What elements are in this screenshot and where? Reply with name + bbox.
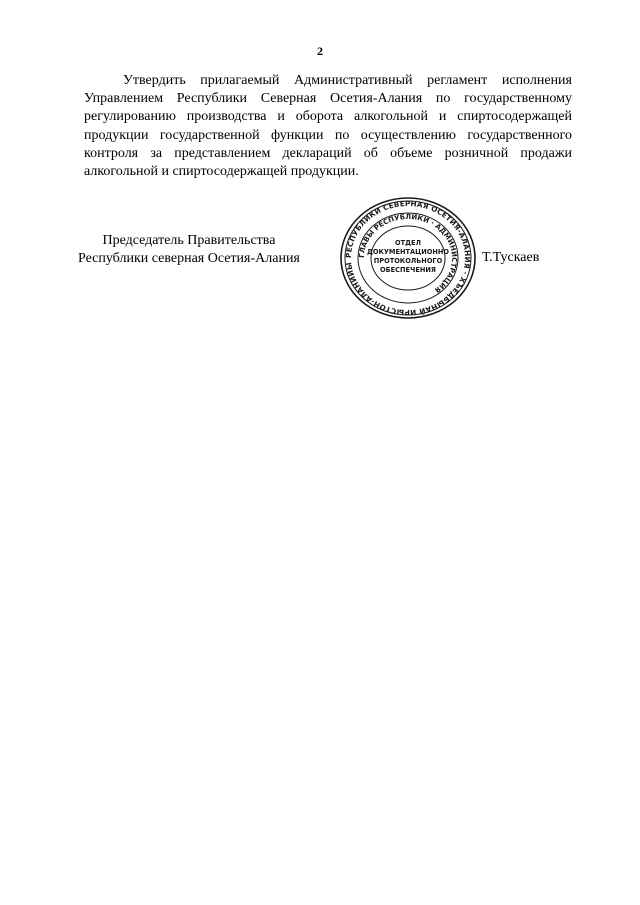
official-seal (339, 196, 477, 320)
signature-title (78, 232, 300, 268)
seal-center-line-2: ДОКУМЕНТАЦИОННО (366, 248, 450, 256)
seal-center-line-1: ОТДЕЛ (395, 239, 421, 247)
seal-center-line-3: ПРОТОКОЛЬНОГО (373, 257, 443, 265)
seal-center-line-4: ОБЕСПЕЧЕНИЯ (380, 266, 436, 274)
seal-outer-text: РЕСПУБЛИКИ СЕВЕРНАЯ ОСЕТИЯ-АЛАНИЯ · ХЪЕДБЫНАЙ ИРЫСТОН-АЛАНИЙЫ (343, 198, 473, 318)
signer-name: Т.Тускаев (482, 250, 540, 265)
body-paragraph: Утвердить прилагаемый Административный регламент исполнения Управлением Республики Северная Осетия-Алания по государственному регулированию производства и оборота алкогольной и спиртосодержащей продукции государственной функции по осуществлению государственного контроля за представлением деклараций об объеме розничной продажи алкогольной и спиртосодержащей продукции. (84, 73, 572, 180)
page-number: 2 (317, 44, 323, 58)
seal-inner-text: ГЛАВЫ РЕСПУБЛИКИ · АДМИНИСТРАЦИЯ (357, 212, 459, 295)
signature-title-line-1: Председатель Правительства (102, 233, 276, 248)
signature-title-line-2: Республики северная Осетия-Алания (78, 251, 300, 266)
